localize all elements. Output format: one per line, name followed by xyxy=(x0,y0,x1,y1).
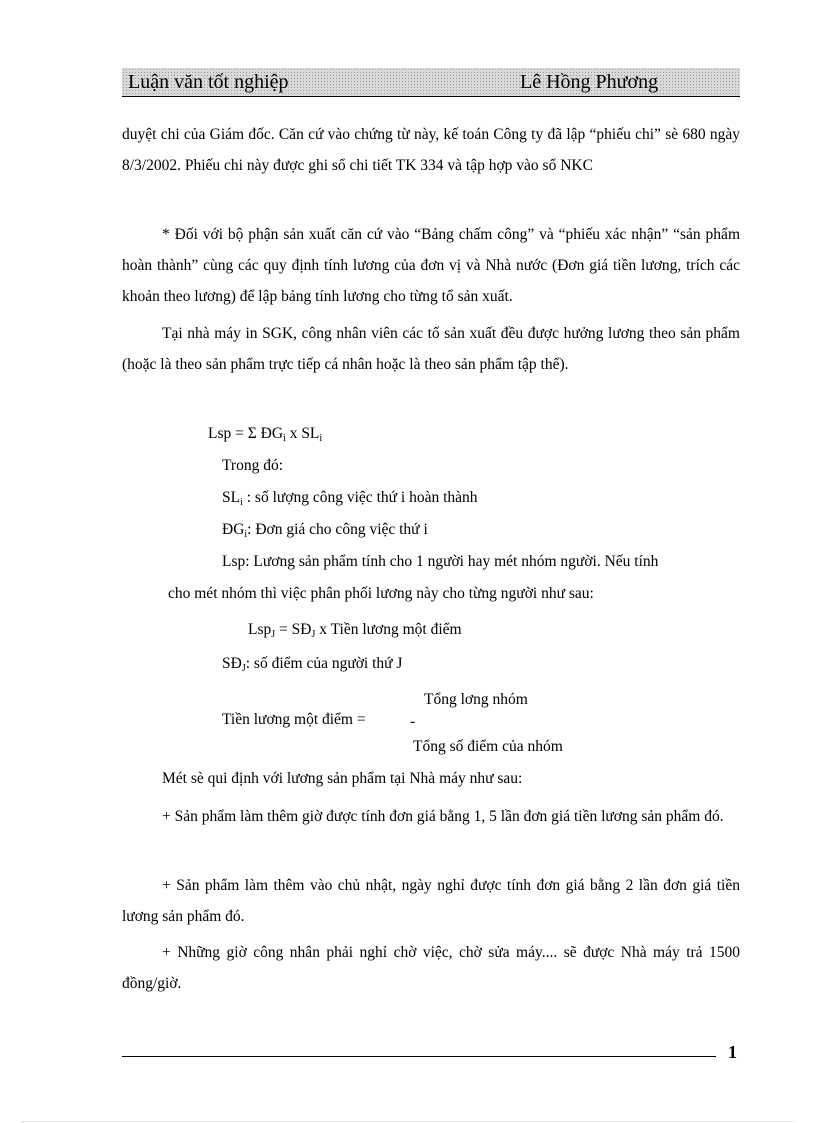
paragraph-1: duyệt chi của Giám đốc. Căn cứ vào chứng từ này, kế toán Công ty đã lập “phiếu chi” sè 680 ngày 8/3/2002. Phiếu chi này được ghi sổ chi tiết TK 334 và tập hợp vào sổ NKC xyxy=(122,126,740,174)
footer-rule xyxy=(122,1056,716,1057)
definition-dg: $ĐG_i$: Đơn giá cho công việc thứ i xyxy=(222,521,428,540)
fraction-bar: - xyxy=(410,713,416,730)
paragraph-2: * Đối với bộ phận sản xuất căn cứ vào “Bảng chấm công” và “phiếu xác nhận” “sản phẩm hoàn thành” cùng các quy định tính lương của đơn vị và Nhà nước (Đơn giá tiền lương, trích các khoản theo lương) để lập bảng tính lương cho từng tổ sản xuất. xyxy=(122,226,740,305)
fraction-label: Tiền lương một điểm = xyxy=(222,711,366,728)
definition-sl: $SL_i$ : số lượng công việc thứ i hoàn thành xyxy=(222,489,478,508)
page-bottom-border xyxy=(22,1121,794,1122)
paragraph-6: + Sản phẩm làm thêm vào chủ nhật, ngày nghỉ được tính đơn giá bằng 2 lần đơn giá tiền lương sản phẩm đó. xyxy=(122,877,740,925)
fraction-denominator: Tổng số điểm của nhóm xyxy=(413,738,563,755)
paragraph-3: Tại nhà máy in SGK, công nhân viên các tổ sản xuất đều được hưởng lương theo sản phẩm (hoặc là theo sản phẩm trực tiếp cá nhân hoặc là theo sản phẩm tập thể). xyxy=(122,325,740,373)
fraction-numerator: Tổng lơng nhóm xyxy=(424,691,528,708)
formula-lspj: $Lsp_J = SĐ_J$ x Tiền lương một điểm xyxy=(248,621,462,640)
paragraph-4: Mét sè qui định với lương sản phẩm tại Nhà máy như sau: xyxy=(162,770,523,787)
paragraph-7: + Những giờ công nhân phải nghỉ chờ việc, chờ sửa máy.... sẽ được Nhà máy trả 1500 đồng/giờ. xyxy=(122,944,740,992)
definition-lsp-line2: cho mét nhóm thì việc phân phối lương này cho từng người như sau: xyxy=(168,585,594,602)
formula-lsp: Lsp = Σ $ĐG_i$ x $SL_i$ xyxy=(208,425,323,444)
definition-sd: $SĐ_J$: số điểm của người thứ J xyxy=(222,655,403,674)
paragraph-5: + Sản phẩm làm thêm giờ được tính đơn giá bằng 1, 5 lần đơn giá tiền lương sản phẩm đó. xyxy=(162,808,724,825)
trong-do-label: Trong đó: xyxy=(222,457,284,474)
header-author: Lê Hồng Phương xyxy=(520,71,659,93)
page-number: 1 xyxy=(728,1042,737,1062)
header-title: Luận văn tốt nghiệp xyxy=(128,71,289,93)
definition-lsp-line1: Lsp: Lương sản phẩm tính cho 1 người hay mét nhóm người. Nếu tính xyxy=(222,553,659,570)
page-header xyxy=(122,68,740,97)
